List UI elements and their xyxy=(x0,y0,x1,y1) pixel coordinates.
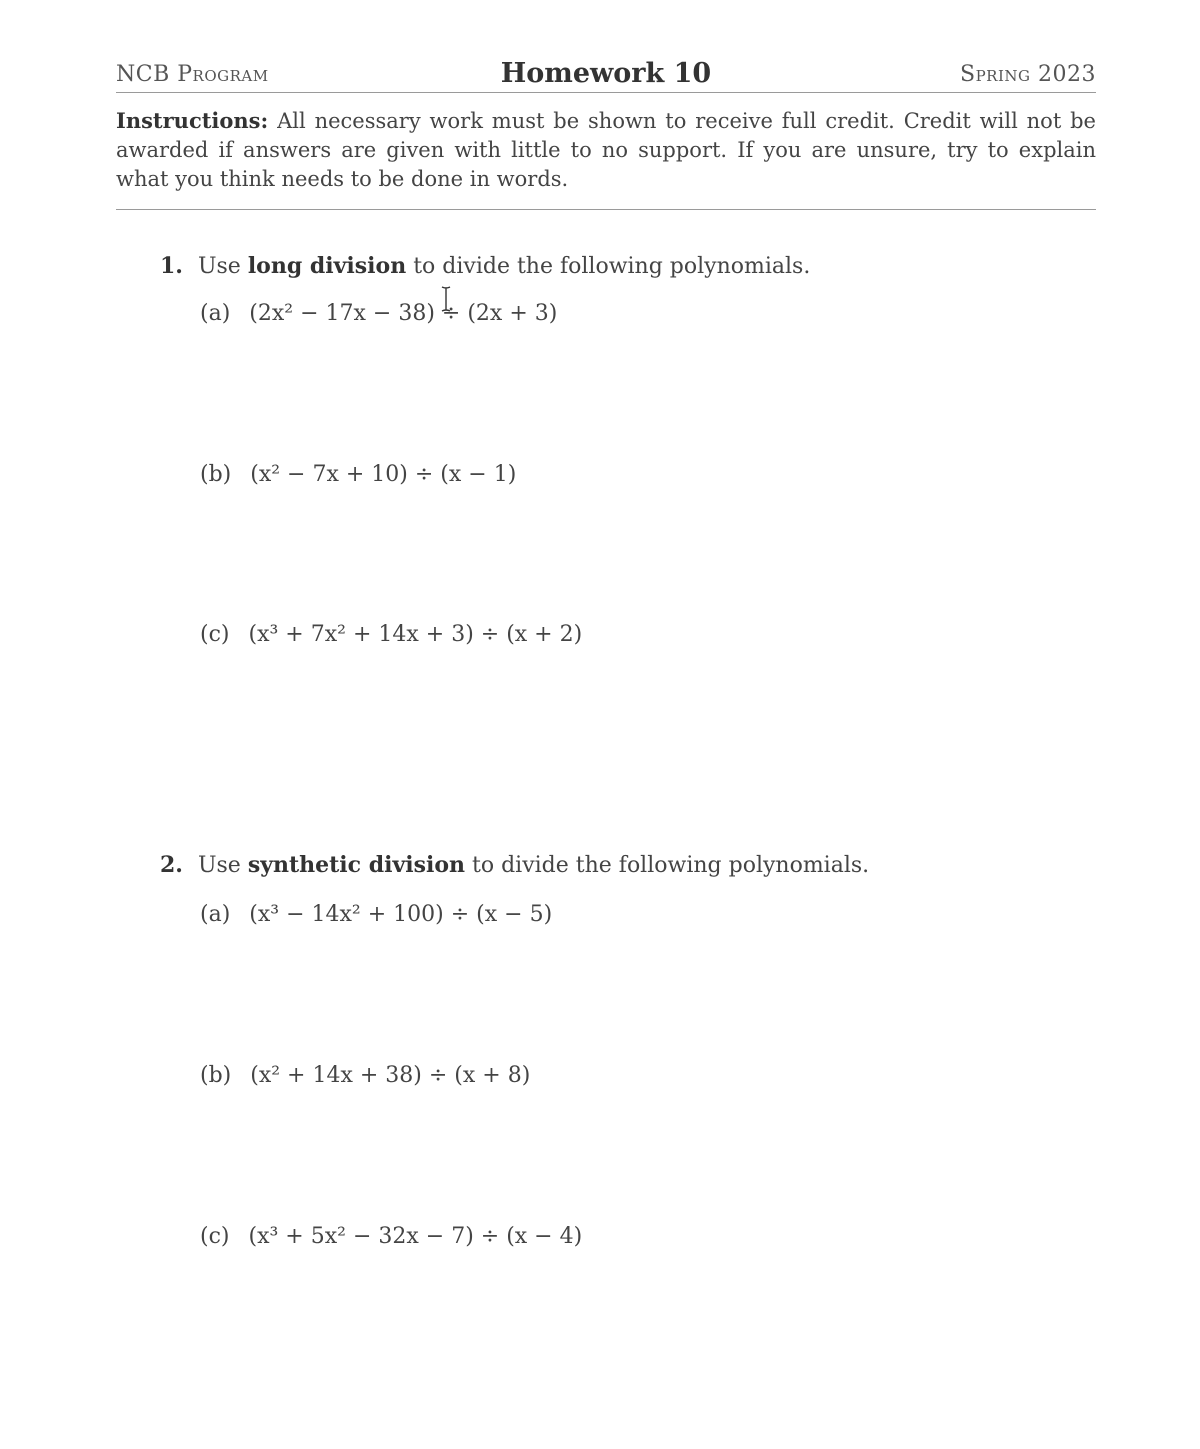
question-2 xyxy=(160,852,869,878)
part-label: (c) xyxy=(200,622,230,647)
question-number: 1. xyxy=(160,253,183,279)
part-label: (a) xyxy=(200,301,231,326)
part-expression: (x³ + 5x² − 32x − 7) ÷ (x − 4) xyxy=(248,1224,583,1249)
instructions xyxy=(116,106,1096,194)
part-label: (a) xyxy=(200,902,231,927)
term-label: Spring 2023 xyxy=(960,62,1096,87)
question-keyword: long division xyxy=(247,253,407,279)
part-label: (b) xyxy=(200,1063,232,1088)
question-1 xyxy=(160,253,810,279)
instructions-text: All necessary work must be shown to receive full credit. Credit will not be awarded if answers are given with little to no support. If you are unsure, try to explain what you think needs to be done in words. xyxy=(116,109,1096,191)
question-suffix: to divide the following polynomials. xyxy=(413,254,811,279)
part-expression: (x² + 14x + 38) ÷ (x + 8) xyxy=(250,1063,531,1088)
part-label: (c) xyxy=(200,1224,230,1249)
question-number: 2. xyxy=(160,852,183,878)
question-2-part-b xyxy=(200,1063,530,1088)
part-expression: (x² − 7x + 10) ÷ (x − 1) xyxy=(250,462,517,487)
part-expression: (x³ + 7x² + 14x + 3) ÷ (x + 2) xyxy=(248,622,583,647)
part-label: (b) xyxy=(200,462,232,487)
question-2-part-c xyxy=(200,1224,582,1249)
question-prefix: Use xyxy=(197,254,241,279)
question-1-part-c xyxy=(200,622,582,647)
question-suffix: to divide the following polynomials. xyxy=(472,853,870,878)
divider xyxy=(116,209,1096,210)
program-name: NCB Program xyxy=(116,62,269,87)
part-expression: (x³ − 14x² + 100) ÷ (x − 5) xyxy=(249,902,553,927)
part-expression: (2x² − 17x − 38) ÷ (2x + 3) xyxy=(249,301,558,326)
question-1-part-b xyxy=(200,462,516,487)
text-cursor-icon xyxy=(440,286,452,312)
question-keyword: synthetic division xyxy=(247,852,466,878)
question-2-part-a xyxy=(200,902,552,927)
instructions-label: Instructions: xyxy=(116,108,269,133)
question-1-part-a xyxy=(200,301,557,326)
question-prefix: Use xyxy=(197,853,241,878)
page-header xyxy=(116,58,1096,93)
page-title: Homework 10 xyxy=(500,58,712,89)
